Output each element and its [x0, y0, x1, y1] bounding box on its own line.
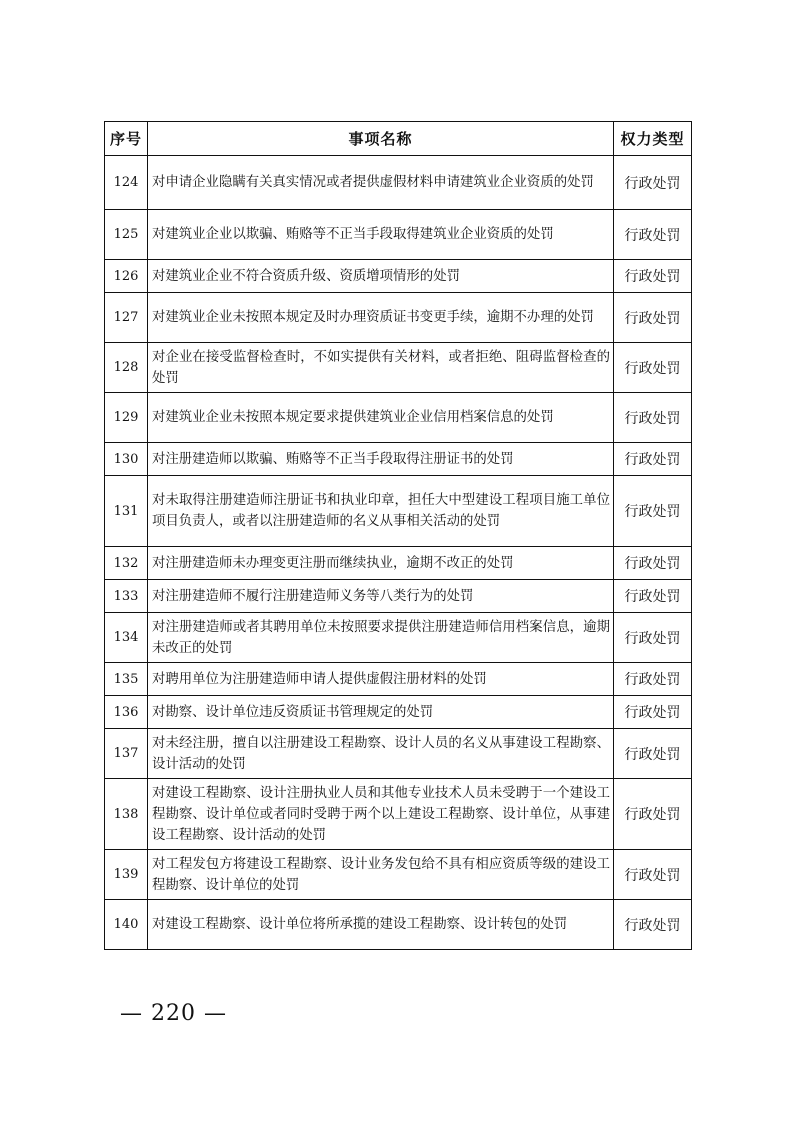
row-power-type: 行政处罚 [614, 393, 692, 443]
row-serial-number: 126 [105, 260, 148, 293]
row-power-type: 行政处罚 [614, 613, 692, 663]
row-power-type: 行政处罚 [614, 210, 692, 260]
row-item-name: 对企业在接受监督检查时，不如实提供有关材料，或者拒绝、阻碍监督检查的处罚 [148, 343, 614, 393]
table-row [105, 696, 692, 729]
table-row [105, 900, 692, 950]
row-serial-number: 127 [105, 293, 148, 343]
table-row [105, 850, 692, 900]
row-power-type: 行政处罚 [614, 260, 692, 293]
row-serial-number: 132 [105, 547, 148, 580]
table-row [105, 293, 692, 343]
row-power-type: 行政处罚 [614, 850, 692, 900]
authority-list-table-wrap [104, 121, 691, 950]
row-serial-number: 136 [105, 696, 148, 729]
row-item-name: 对未取得注册建造师注册证书和执业印章，担任大中型建设工程项目施工单位项目负责人，或者以注册建造师的名义从事相关活动的处罚 [148, 476, 614, 547]
header-serial-number: 序号 [105, 122, 148, 156]
table-row [105, 613, 692, 663]
row-serial-number: 125 [105, 210, 148, 260]
table-row [105, 443, 692, 476]
page-number: — 220 — [120, 1001, 227, 1026]
table-header-row [105, 122, 692, 156]
row-item-name: 对申请企业隐瞒有关真实情况或者提供虚假材料申请建筑业企业资质的处罚 [148, 156, 614, 210]
row-power-type: 行政处罚 [614, 696, 692, 729]
row-item-name: 对建筑业企业以欺骗、贿赂等不正当手段取得建筑业企业资质的处罚 [148, 210, 614, 260]
table-row [105, 580, 692, 613]
table-row [105, 260, 692, 293]
row-item-name: 对注册建造师以欺骗、贿赂等不正当手段取得注册证书的处罚 [148, 443, 614, 476]
row-item-name: 对建筑业企业未按照本规定要求提供建筑业企业信用档案信息的处罚 [148, 393, 614, 443]
row-power-type: 行政处罚 [614, 580, 692, 613]
row-power-type: 行政处罚 [614, 476, 692, 547]
row-power-type: 行政处罚 [614, 663, 692, 696]
row-power-type: 行政处罚 [614, 729, 692, 779]
table-row [105, 729, 692, 779]
row-power-type: 行政处罚 [614, 293, 692, 343]
row-serial-number: 134 [105, 613, 148, 663]
row-item-name: 对注册建造师未办理变更注册而继续执业，逾期不改正的处罚 [148, 547, 614, 580]
row-serial-number: 137 [105, 729, 148, 779]
row-power-type: 行政处罚 [614, 900, 692, 950]
row-serial-number: 128 [105, 343, 148, 393]
table-row [105, 663, 692, 696]
header-power-type: 权力类型 [614, 122, 692, 156]
row-serial-number: 124 [105, 156, 148, 210]
row-power-type: 行政处罚 [614, 343, 692, 393]
row-power-type: 行政处罚 [614, 156, 692, 210]
authority-list-table [104, 121, 692, 950]
table-row [105, 779, 692, 850]
row-item-name: 对建设工程勘察、设计注册执业人员和其他专业技术人员未受聘于一个建设工程勘察、设计单位或者同时受聘于两个以上建设工程勘察、设计单位，从事建设工程勘察、设计活动的处罚 [148, 779, 614, 850]
row-power-type: 行政处罚 [614, 779, 692, 850]
row-power-type: 行政处罚 [614, 443, 692, 476]
row-item-name: 对建筑业企业不符合资质升级、资质增项情形的处罚 [148, 260, 614, 293]
row-serial-number: 131 [105, 476, 148, 547]
row-serial-number: 138 [105, 779, 148, 850]
table-row [105, 343, 692, 393]
table-row [105, 156, 692, 210]
row-item-name: 对聘用单位为注册建造师申请人提供虚假注册材料的处罚 [148, 663, 614, 696]
row-item-name: 对建筑业企业未按照本规定及时办理资质证书变更手续，逾期不办理的处罚 [148, 293, 614, 343]
table-row [105, 547, 692, 580]
table-row [105, 393, 692, 443]
row-item-name: 对注册建造师不履行注册建造师义务等八类行为的处罚 [148, 580, 614, 613]
table-row [105, 476, 692, 547]
row-item-name: 对建设工程勘察、设计单位将所承揽的建设工程勘察、设计转包的处罚 [148, 900, 614, 950]
row-item-name: 对勘察、设计单位违反资质证书管理规定的处罚 [148, 696, 614, 729]
row-item-name: 对注册建造师或者其聘用单位未按照要求提供注册建造师信用档案信息，逾期未改正的处罚 [148, 613, 614, 663]
row-serial-number: 130 [105, 443, 148, 476]
row-serial-number: 140 [105, 900, 148, 950]
row-item-name: 对工程发包方将建设工程勘察、设计业务发包给不具有相应资质等级的建设工程勘察、设计单位的处罚 [148, 850, 614, 900]
header-item-name: 事项名称 [148, 122, 614, 156]
row-serial-number: 133 [105, 580, 148, 613]
row-serial-number: 129 [105, 393, 148, 443]
row-power-type: 行政处罚 [614, 547, 692, 580]
table-row [105, 210, 692, 260]
row-serial-number: 139 [105, 850, 148, 900]
row-item-name: 对未经注册，擅自以注册建设工程勘察、设计人员的名义从事建设工程勘察、设计活动的处罚 [148, 729, 614, 779]
row-serial-number: 135 [105, 663, 148, 696]
